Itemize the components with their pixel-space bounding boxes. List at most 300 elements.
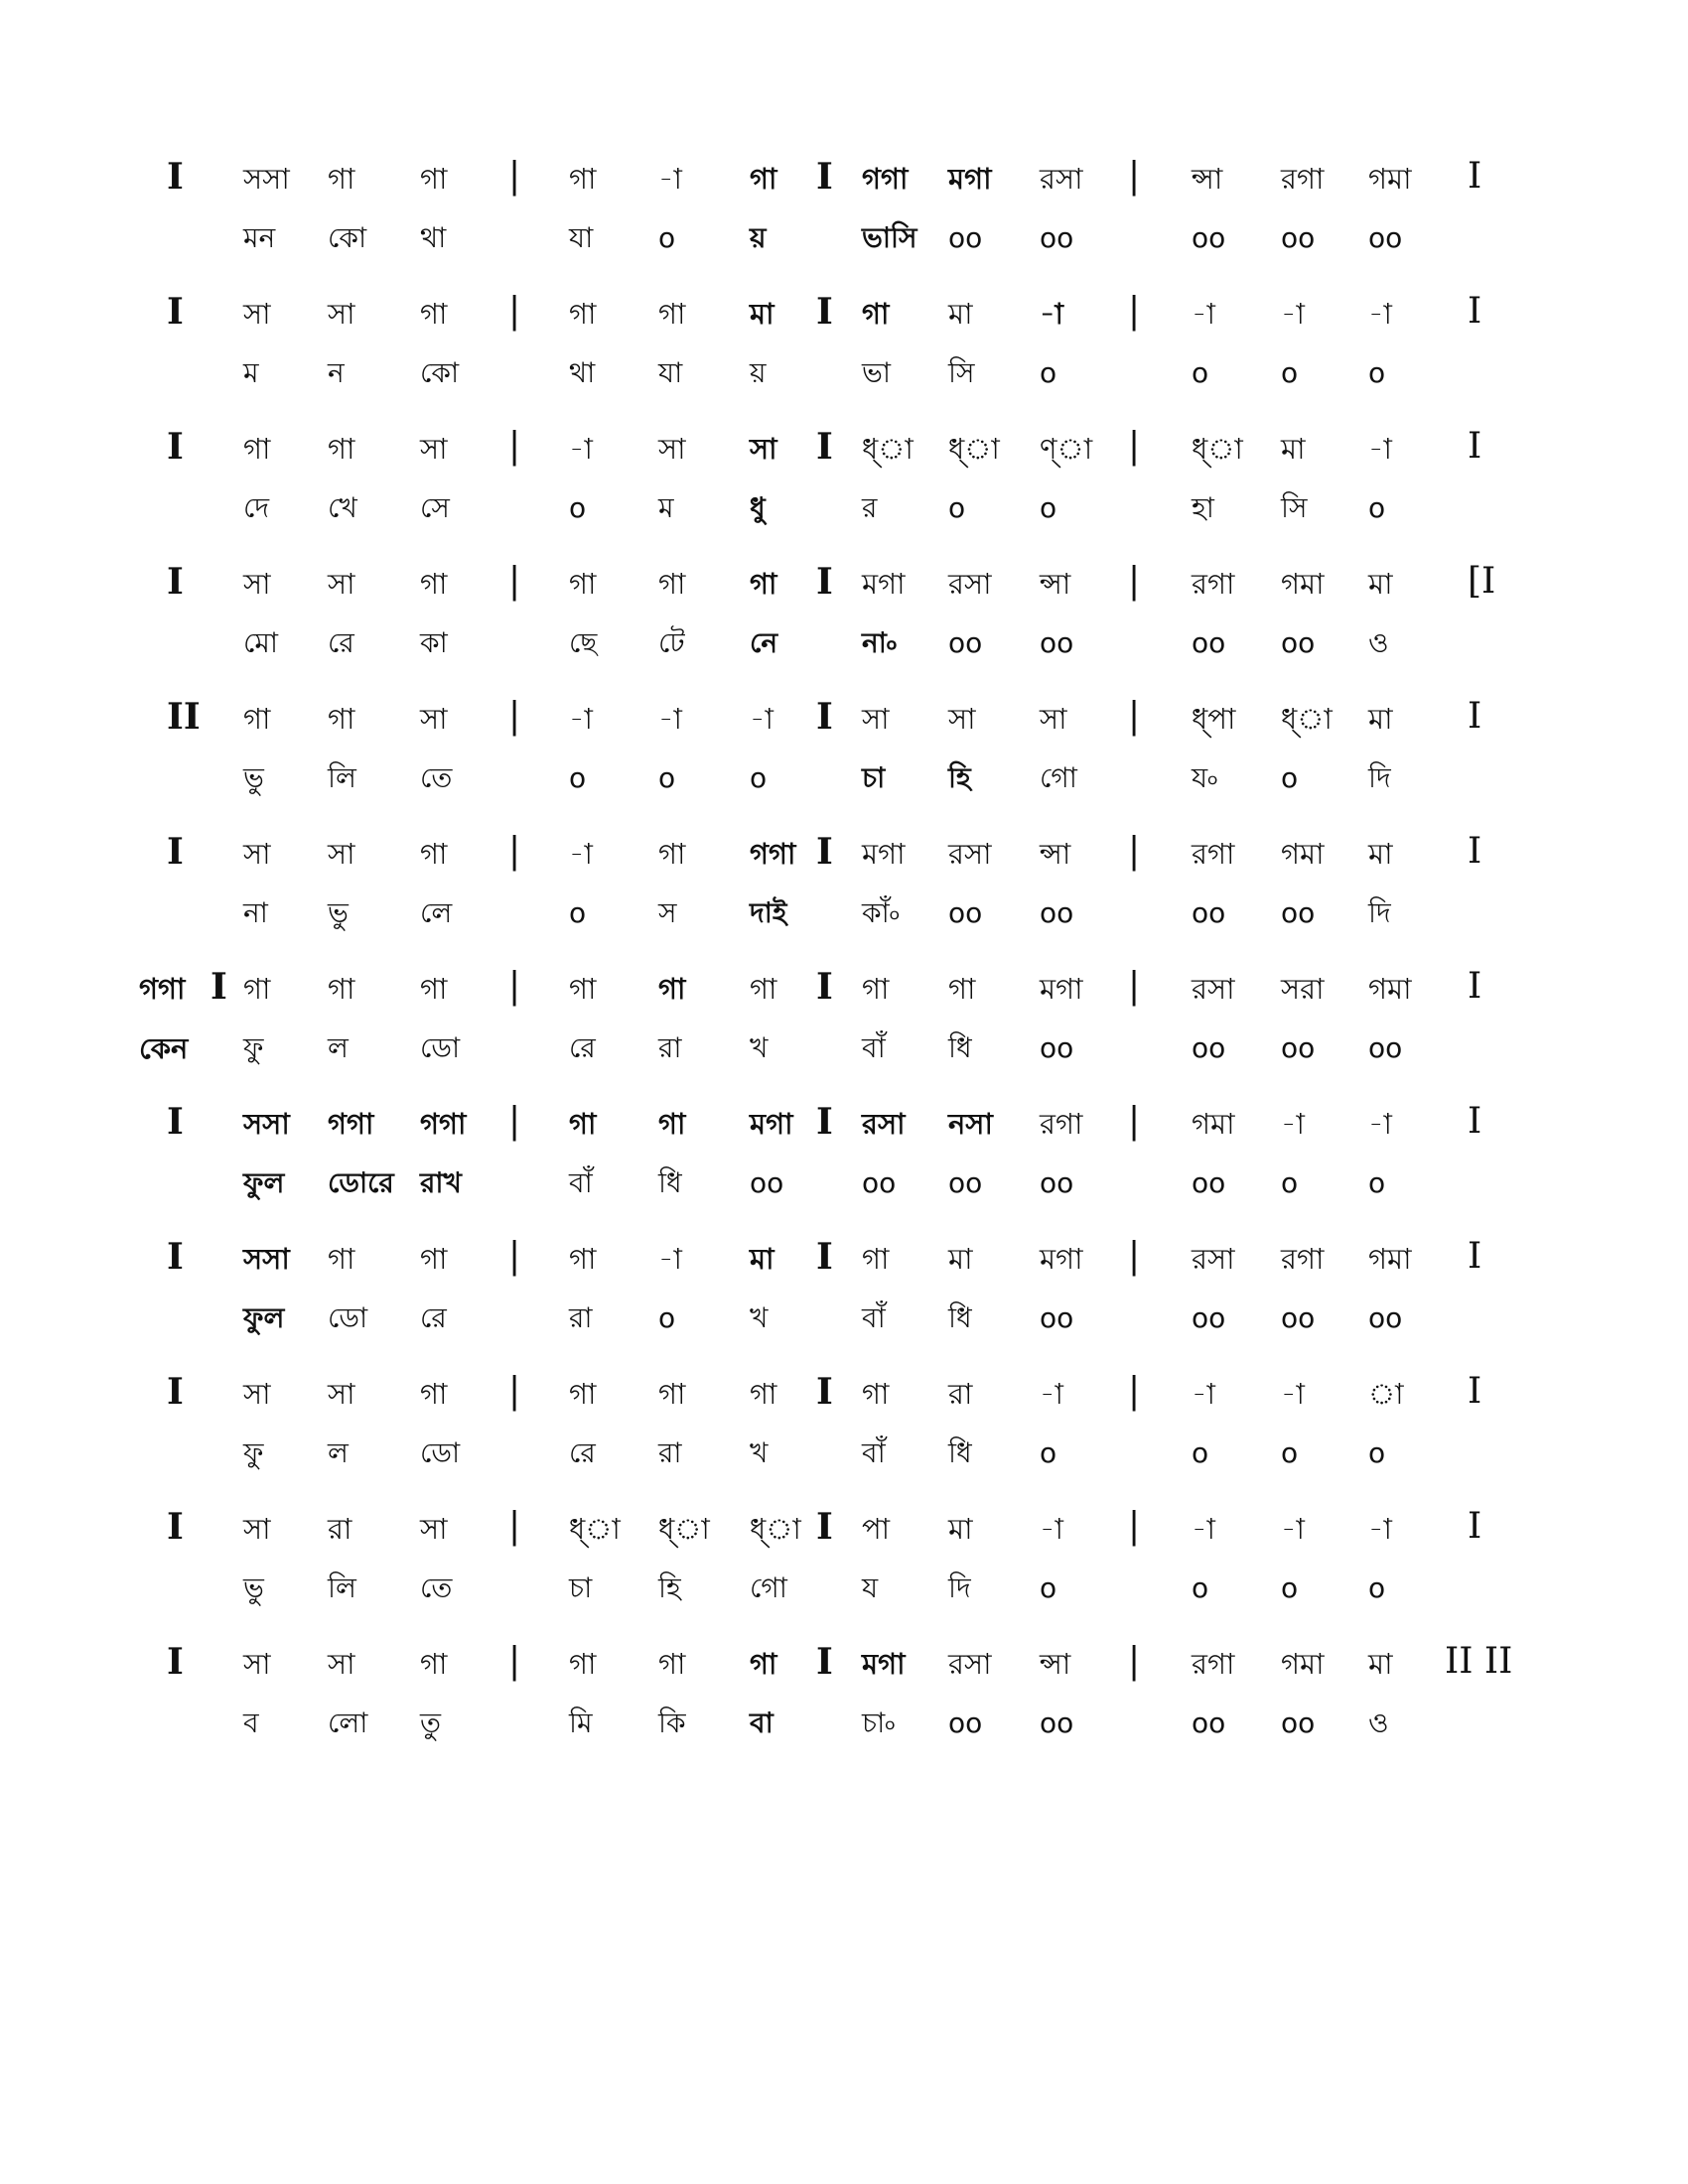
- lyric-syllable: oo: [1281, 221, 1316, 254]
- beat-divider: |: [508, 291, 521, 332]
- swara-note: গা: [243, 432, 271, 466]
- swara-note: সরা: [1281, 972, 1325, 1006]
- lyric-syllable: o: [569, 896, 587, 929]
- lyric-syllable: oo: [1281, 1301, 1316, 1334]
- beat-divider: |: [1128, 1236, 1141, 1277]
- lyric-syllable: কা: [420, 626, 448, 659]
- beat-divider: |: [508, 1236, 521, 1277]
- swara-note: ন্সা: [1040, 837, 1071, 871]
- lyric-line: [0, 210, 1688, 270]
- swara-note: -া: [1192, 1512, 1215, 1546]
- lyric-syllable: oo: [1192, 1166, 1226, 1199]
- lyric-syllable: ভাসি: [862, 221, 917, 254]
- opening-barline: II: [167, 696, 201, 738]
- swara-note: ধ্া: [569, 1512, 621, 1546]
- lyric-syllable: মন: [243, 221, 276, 254]
- lyric-syllable: o: [1040, 1571, 1057, 1604]
- lyric-syllable: হি: [948, 761, 971, 794]
- lyric-syllable: চা: [569, 1571, 593, 1604]
- swara-note: গা: [658, 297, 686, 331]
- lyric-syllable: ভু: [328, 896, 349, 929]
- swara-note: গা: [658, 972, 686, 1006]
- swara-note: -া: [1281, 297, 1305, 331]
- swara-note: মা: [1281, 432, 1306, 466]
- lyric-syllable: ফুল: [243, 1166, 285, 1199]
- lyric-syllable: o: [948, 491, 966, 524]
- lyric-syllable: o: [1281, 761, 1299, 794]
- lyric-syllable: oo: [948, 1166, 983, 1199]
- swara-note: ন্সা: [1040, 567, 1071, 601]
- swara-note: রসা: [948, 837, 992, 871]
- swara-note: গা: [569, 162, 597, 196]
- swara-note: ধ্পা: [1192, 702, 1236, 736]
- swara-note: -া: [1368, 297, 1392, 331]
- swara-note: সা: [243, 837, 271, 871]
- closing-barline: I: [1468, 1101, 1482, 1142]
- swara-note: গা: [569, 567, 597, 601]
- swara-note: রসা: [948, 1647, 992, 1681]
- lyric-syllable: লো: [328, 1706, 368, 1739]
- beat-divider: |: [1128, 696, 1141, 737]
- section-barline: I: [816, 561, 833, 603]
- lyric-syllable: oo: [948, 221, 983, 254]
- lyric-syllable: থা: [569, 356, 596, 389]
- closing-barline: I: [1468, 966, 1482, 1007]
- swara-note: গা: [569, 1377, 597, 1411]
- swara-line: [0, 1366, 1688, 1426]
- swara-note: -া: [658, 1242, 682, 1276]
- lyric-syllable: না: [243, 896, 268, 929]
- lyric-syllable: বাঁ: [862, 1301, 886, 1334]
- swara-note: সা: [328, 297, 355, 331]
- beat-divider: |: [508, 1506, 521, 1547]
- beat-divider: |: [508, 696, 521, 737]
- opening-barline: I: [167, 291, 184, 333]
- swara-note: মগা: [1040, 1242, 1083, 1276]
- swara-note: মা: [750, 297, 774, 331]
- lyric-syllable: o: [569, 491, 587, 524]
- lyric-syllable: মো: [243, 626, 279, 659]
- lyric-syllable: সে: [420, 491, 450, 524]
- closing-barline: I: [1468, 696, 1482, 737]
- lyric-syllable: ব: [243, 1706, 259, 1739]
- lyric-syllable: oo: [948, 626, 983, 659]
- lyric-syllable: o: [1281, 356, 1299, 389]
- beat-divider: |: [1128, 1101, 1141, 1142]
- lyric-line: [0, 345, 1688, 405]
- swara-note: গগা: [862, 162, 909, 196]
- beat-divider: |: [1128, 1371, 1141, 1412]
- lyric-syllable: o: [1368, 1166, 1386, 1199]
- lyric-syllable: oo: [948, 1706, 983, 1739]
- notation-row: [0, 556, 1688, 675]
- lyric-syllable: বা: [750, 1706, 774, 1739]
- opening-barline: I: [167, 1641, 184, 1683]
- section-barline: I: [816, 831, 833, 873]
- lyric-syllable: দি: [1368, 896, 1391, 929]
- swara-note: গমা: [1368, 972, 1412, 1006]
- lyric-syllable: রে: [569, 1436, 596, 1469]
- notation-row: [0, 151, 1688, 270]
- swara-note: -া: [1368, 1107, 1392, 1141]
- lyric-line: [0, 1696, 1688, 1755]
- swara-note: গা: [658, 837, 686, 871]
- swara-note: ধ্া: [862, 432, 914, 466]
- swara-note: -া: [658, 702, 682, 736]
- swara-note: সসা: [243, 1242, 290, 1276]
- lyric-syllable: oo: [1040, 1031, 1074, 1064]
- closing-barline: I: [1468, 291, 1482, 332]
- notation-row: [0, 421, 1688, 540]
- swara-note: গা: [569, 972, 597, 1006]
- swara-note: ধ্া: [750, 1512, 801, 1546]
- opening-barline: I: [167, 426, 184, 468]
- swara-note: গা: [750, 567, 777, 601]
- swara-note: মা: [1368, 837, 1393, 871]
- swara-note: গমা: [1368, 1242, 1412, 1276]
- lyric-syllable: o: [569, 761, 587, 794]
- lyric-syllable: oo: [1192, 1706, 1226, 1739]
- notation-row: [0, 826, 1688, 945]
- lyric-syllable: রে: [420, 1301, 447, 1334]
- swara-note: সা: [948, 702, 976, 736]
- closing-barline: [I: [1468, 561, 1496, 602]
- lyric-line: [0, 1561, 1688, 1620]
- swara-note: গা: [658, 567, 686, 601]
- beat-divider: |: [1128, 966, 1141, 1007]
- section-barline: I: [816, 1236, 833, 1278]
- swara-note: গা: [328, 432, 355, 466]
- lyric-syllable: বাঁ: [862, 1436, 886, 1469]
- swara-note: গা: [420, 837, 448, 871]
- lyric-line: [0, 751, 1688, 810]
- beat-divider: |: [508, 156, 521, 197]
- lyric-syllable: ন: [328, 356, 345, 389]
- swara-note: সা: [420, 1512, 448, 1546]
- lyric-syllable: মি: [569, 1706, 593, 1739]
- lyric-syllable: oo: [1281, 626, 1316, 659]
- swara-note: মা: [750, 1242, 774, 1276]
- swara-note: -া: [569, 702, 593, 736]
- swara-note: সা: [658, 432, 686, 466]
- beat-divider: |: [508, 966, 521, 1007]
- swara-note: সা: [243, 1512, 271, 1546]
- lyric-line: [0, 480, 1688, 540]
- swara-note: মগা: [862, 837, 906, 871]
- lyric-syllable: কো: [420, 356, 460, 389]
- swara-note: সসা: [243, 162, 290, 196]
- swara-note: গা: [328, 702, 355, 736]
- swara-note: গা: [750, 972, 777, 1006]
- closing-barline: I: [1468, 1236, 1482, 1277]
- beat-divider: |: [508, 561, 521, 602]
- swara-note: -া: [1040, 297, 1063, 331]
- lyric-line: [0, 1291, 1688, 1350]
- lyric-syllable: স: [658, 896, 677, 929]
- swara-note: রসা: [948, 567, 992, 601]
- lyric-syllable: ও: [1368, 626, 1389, 659]
- opening-barline: I: [167, 831, 184, 873]
- closing-barline: I: [1468, 831, 1482, 872]
- prefix-swara: গগা: [139, 972, 186, 1006]
- swara-note: মগা: [1040, 972, 1083, 1006]
- lyric-syllable: দি: [1368, 761, 1391, 794]
- swara-note: গগা: [420, 1107, 467, 1141]
- notation-row: [0, 1501, 1688, 1620]
- swara-note: রগা: [1281, 1242, 1325, 1276]
- beat-divider: |: [1128, 291, 1141, 332]
- swara-note: -া: [750, 702, 774, 736]
- swara-note: সা: [328, 567, 355, 601]
- swara-note: গা: [862, 1377, 890, 1411]
- lyric-syllable: o: [658, 1301, 676, 1334]
- notation-row: [0, 1636, 1688, 1755]
- opening-barline: I: [211, 966, 227, 1008]
- opening-barline: I: [167, 1236, 184, 1278]
- section-barline: I: [816, 696, 833, 738]
- beat-divider: |: [508, 1371, 521, 1412]
- opening-barline: I: [167, 1101, 184, 1143]
- lyric-syllable: থা: [420, 221, 447, 254]
- beat-divider: |: [1128, 156, 1141, 197]
- lyric-syllable: তু: [420, 1706, 442, 1739]
- swara-note: গা: [243, 972, 271, 1006]
- opening-barline: I: [167, 1506, 184, 1548]
- swara-note: রসা: [862, 1107, 906, 1141]
- swara-note: গা: [569, 1242, 597, 1276]
- section-barline: I: [816, 966, 833, 1008]
- swara-note: গমা: [1281, 837, 1325, 871]
- lyric-line: [0, 1021, 1688, 1080]
- swara-note: সা: [1040, 702, 1067, 736]
- lyric-syllable: রা: [658, 1436, 682, 1469]
- swara-note: মগা: [862, 567, 906, 601]
- swara-note: সা: [328, 1377, 355, 1411]
- swara-line: [0, 1636, 1688, 1696]
- lyric-syllable: খ: [750, 1436, 769, 1469]
- notation-row: [0, 1231, 1688, 1350]
- swara-note: গা: [420, 1242, 448, 1276]
- swara-note: গা: [420, 972, 448, 1006]
- swara-note: -া: [1368, 432, 1392, 466]
- lyric-syllable: য৹: [1192, 761, 1219, 794]
- swara-note: -া: [1192, 297, 1215, 331]
- lyric-line: [0, 615, 1688, 675]
- swara-note: গা: [569, 297, 597, 331]
- swara-note: মগা: [948, 162, 992, 196]
- lyric-syllable: oo: [862, 1166, 897, 1199]
- lyric-syllable: oo: [1040, 1166, 1074, 1199]
- swara-note: গগা: [750, 837, 796, 871]
- swara-note: -া: [1040, 1377, 1063, 1411]
- swara-note: -া: [1281, 1512, 1305, 1546]
- lyric-syllable: গো: [1040, 761, 1077, 794]
- swara-note: রা: [328, 1512, 352, 1546]
- swara-note: মা: [1368, 702, 1393, 736]
- lyric-syllable: o: [1192, 1571, 1209, 1604]
- lyric-syllable: oo: [1368, 1301, 1403, 1334]
- swara-line: [0, 286, 1688, 345]
- swara-line: [0, 961, 1688, 1021]
- swara-note: মা: [1368, 567, 1393, 601]
- lyric-syllable: oo: [1040, 1706, 1074, 1739]
- swara-note: রগা: [1040, 1107, 1083, 1141]
- closing-barline: I: [1468, 1506, 1482, 1547]
- lyric-syllable: ফু: [243, 1436, 264, 1469]
- lyric-syllable: তে: [420, 761, 453, 794]
- swara-note: মা: [948, 297, 973, 331]
- lyric-syllable: o: [1040, 1436, 1057, 1469]
- section-barline: I: [816, 1101, 833, 1143]
- lyric-syllable: রা: [569, 1301, 593, 1334]
- lyric-syllable: বাঁ: [862, 1031, 886, 1064]
- lyric-syllable: রাখ: [420, 1166, 462, 1199]
- beat-divider: |: [1128, 1641, 1141, 1682]
- lyric-syllable: লে: [420, 896, 453, 929]
- swara-note: গমা: [1281, 1647, 1325, 1681]
- lyric-syllable: oo: [1368, 1031, 1403, 1064]
- swara-note: গা: [569, 1107, 597, 1141]
- lyric-syllable: য়: [750, 356, 767, 389]
- lyric-syllable: র: [862, 491, 878, 524]
- lyric-syllable: oo: [1281, 896, 1316, 929]
- lyric-syllable: oo: [1368, 221, 1403, 254]
- lyric-syllable: যা: [569, 221, 594, 254]
- lyric-syllable: য়: [750, 221, 767, 254]
- swara-note: গা: [862, 972, 890, 1006]
- swara-line: [0, 1231, 1688, 1291]
- swara-note: রসা: [1040, 162, 1083, 196]
- swara-note: গা: [328, 162, 355, 196]
- notation-row: [0, 1366, 1688, 1485]
- swara-note: রা: [948, 1377, 973, 1411]
- swara-note: রগা: [1192, 1647, 1235, 1681]
- section-barline: I: [816, 291, 833, 333]
- lyric-syllable: o: [750, 761, 768, 794]
- lyric-line: [0, 1156, 1688, 1215]
- closing-barline: I: [1468, 156, 1482, 197]
- swara-note: া: [1368, 1377, 1404, 1411]
- opening-barline: I: [167, 156, 184, 198]
- swara-note: -া: [1281, 1107, 1305, 1141]
- lyric-syllable: রে: [569, 1031, 596, 1064]
- swara-line: [0, 151, 1688, 210]
- beat-divider: |: [1128, 1506, 1141, 1547]
- beat-divider: |: [1128, 561, 1141, 602]
- lyric-syllable: সি: [948, 356, 975, 389]
- notation-row: [0, 691, 1688, 810]
- lyric-syllable: কো: [328, 221, 367, 254]
- swara-note: -া: [1192, 1377, 1215, 1411]
- lyric-syllable: o: [1368, 1571, 1386, 1604]
- lyric-syllable: o: [1192, 1436, 1209, 1469]
- swara-note: মা: [948, 1512, 973, 1546]
- lyric-syllable: চা৹: [862, 1706, 897, 1739]
- lyric-syllable: রে: [328, 626, 354, 659]
- lyric-syllable: o: [1368, 1436, 1386, 1469]
- swara-note: সা: [243, 1377, 271, 1411]
- section-barline: I: [816, 156, 833, 198]
- notation-row: [0, 1096, 1688, 1215]
- lyric-syllable: দি: [948, 1571, 971, 1604]
- lyric-syllable: চা: [862, 761, 886, 794]
- lyric-syllable: ভু: [243, 761, 264, 794]
- swara-note: গা: [420, 1377, 448, 1411]
- lyric-syllable: যা: [658, 356, 683, 389]
- swara-note: গা: [658, 1377, 686, 1411]
- swara-note: সা: [243, 297, 271, 331]
- lyric-syllable: o: [1040, 491, 1057, 524]
- beat-divider: |: [508, 1101, 521, 1142]
- swara-note: সা: [420, 702, 448, 736]
- lyric-syllable: লি: [328, 1571, 356, 1604]
- swara-line: [0, 421, 1688, 480]
- notation-row: [0, 961, 1688, 1080]
- lyric-syllable: ধি: [948, 1436, 972, 1469]
- opening-barline: I: [167, 1371, 184, 1413]
- swara-note: মগা: [750, 1107, 793, 1141]
- swara-note: নসা: [948, 1107, 993, 1141]
- swara-note: ণ্া: [1040, 432, 1093, 466]
- lyric-syllable: ধি: [658, 1166, 682, 1199]
- lyric-syllable: কি: [658, 1706, 686, 1739]
- lyric-syllable: oo: [1192, 221, 1226, 254]
- swara-note: সা: [243, 1647, 271, 1681]
- swara-line: [0, 691, 1688, 751]
- swara-note: রগা: [1192, 567, 1235, 601]
- lyric-syllable: ছে: [569, 626, 598, 659]
- swara-line: [0, 556, 1688, 615]
- swara-note: -া: [1281, 1377, 1305, 1411]
- lyric-syllable: ফুল: [243, 1301, 285, 1334]
- lyric-syllable: oo: [1281, 1031, 1316, 1064]
- swara-note: সা: [862, 702, 890, 736]
- swara-note: -া: [1040, 1512, 1063, 1546]
- lyric-syllable: o: [1281, 1436, 1299, 1469]
- lyric-syllable: লি: [328, 761, 356, 794]
- swara-note: গা: [658, 1647, 686, 1681]
- closing-barline: I: [1468, 1371, 1482, 1412]
- beat-divider: |: [508, 831, 521, 872]
- swara-note: গা: [750, 1647, 777, 1681]
- lyric-syllable: oo: [1040, 626, 1074, 659]
- lyric-syllable: ধু: [750, 491, 766, 524]
- notation-row: [0, 286, 1688, 405]
- swara-note: গমা: [1368, 162, 1412, 196]
- lyric-syllable: o: [1192, 356, 1209, 389]
- swara-note: ধ্া: [1281, 702, 1333, 736]
- lyric-syllable: ধি: [948, 1031, 972, 1064]
- swara-note: গা: [420, 567, 448, 601]
- lyric-syllable: ম: [658, 491, 674, 524]
- lyric-syllable: গো: [750, 1571, 787, 1604]
- closing-barline: II II: [1445, 1641, 1513, 1682]
- opening-barline: I: [167, 561, 184, 603]
- lyric-syllable: বাঁ: [569, 1166, 593, 1199]
- lyric-syllable: ডো: [328, 1301, 368, 1334]
- section-barline: I: [816, 1506, 833, 1548]
- section-barline: I: [816, 1641, 833, 1683]
- closing-barline: I: [1468, 426, 1482, 467]
- lyric-syllable: ল: [328, 1436, 349, 1469]
- lyric-syllable: oo: [1192, 626, 1226, 659]
- swara-note: ধ্া: [1192, 432, 1243, 466]
- lyric-syllable: ডো: [420, 1436, 461, 1469]
- lyric-syllable: o: [658, 221, 676, 254]
- lyric-syllable: ফু: [243, 1031, 264, 1064]
- lyric-syllable: o: [1281, 1166, 1299, 1199]
- lyric-syllable: o: [1368, 356, 1386, 389]
